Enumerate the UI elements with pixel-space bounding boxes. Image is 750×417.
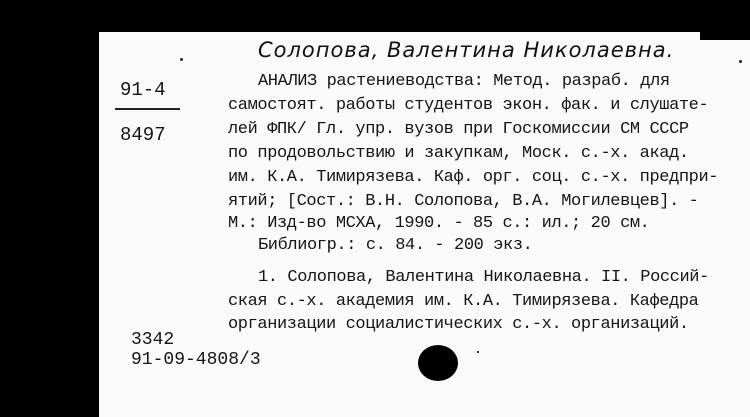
body-line: самостоят. работы студентов экон. фак. и слушате- [228, 96, 709, 115]
body-line: лей ФПК/ Гл. упр. вузов при Госкомиссии СМ СССР [228, 120, 689, 139]
call-number-top: 91-4 [120, 79, 166, 101]
body-line: М.: Изд-во МСХА, 1990. - 85 с.: ил.; 20 см. [228, 214, 650, 233]
body-line: АНАЛИЗ растениеводства: Метод. разраб. для [258, 72, 670, 91]
card-number: 91-09-4808/3 [131, 350, 261, 370]
call-number-bottom: 8497 [120, 124, 166, 146]
call-number-divider [115, 108, 180, 110]
ink-dot [180, 58, 183, 61]
tracing-line: 1. Солопова, Валентина Николаевна. II. Россий- [258, 268, 709, 287]
order-number: 3342 [131, 330, 175, 350]
bibliography-note: Библиогр.: с. 84. - 200 экз. [258, 236, 533, 255]
handwritten-author-name: Солопова, Валентина Николаевна. [258, 38, 675, 62]
body-line: ятий; [Сост.: В.Н. Солопова, В.А. Могилевцев]. - [228, 192, 699, 211]
body-line: по продовольствию и закупкам, Моск. с.-х. акад. [228, 144, 689, 163]
punch-hole [418, 345, 458, 381]
scan-background-corner [700, 0, 750, 40]
body-line: им. К.А. Тимирязева. Каф. орг. соц. с.-х. предпри- [228, 168, 719, 187]
ink-dot [739, 60, 742, 63]
tracing-line: организации социалистических с.-х. организаций. [228, 315, 689, 334]
ink-speck [477, 351, 479, 353]
tracing-line: ская с.-х. академия им. К.А. Тимирязева. Кафедра [228, 292, 699, 311]
